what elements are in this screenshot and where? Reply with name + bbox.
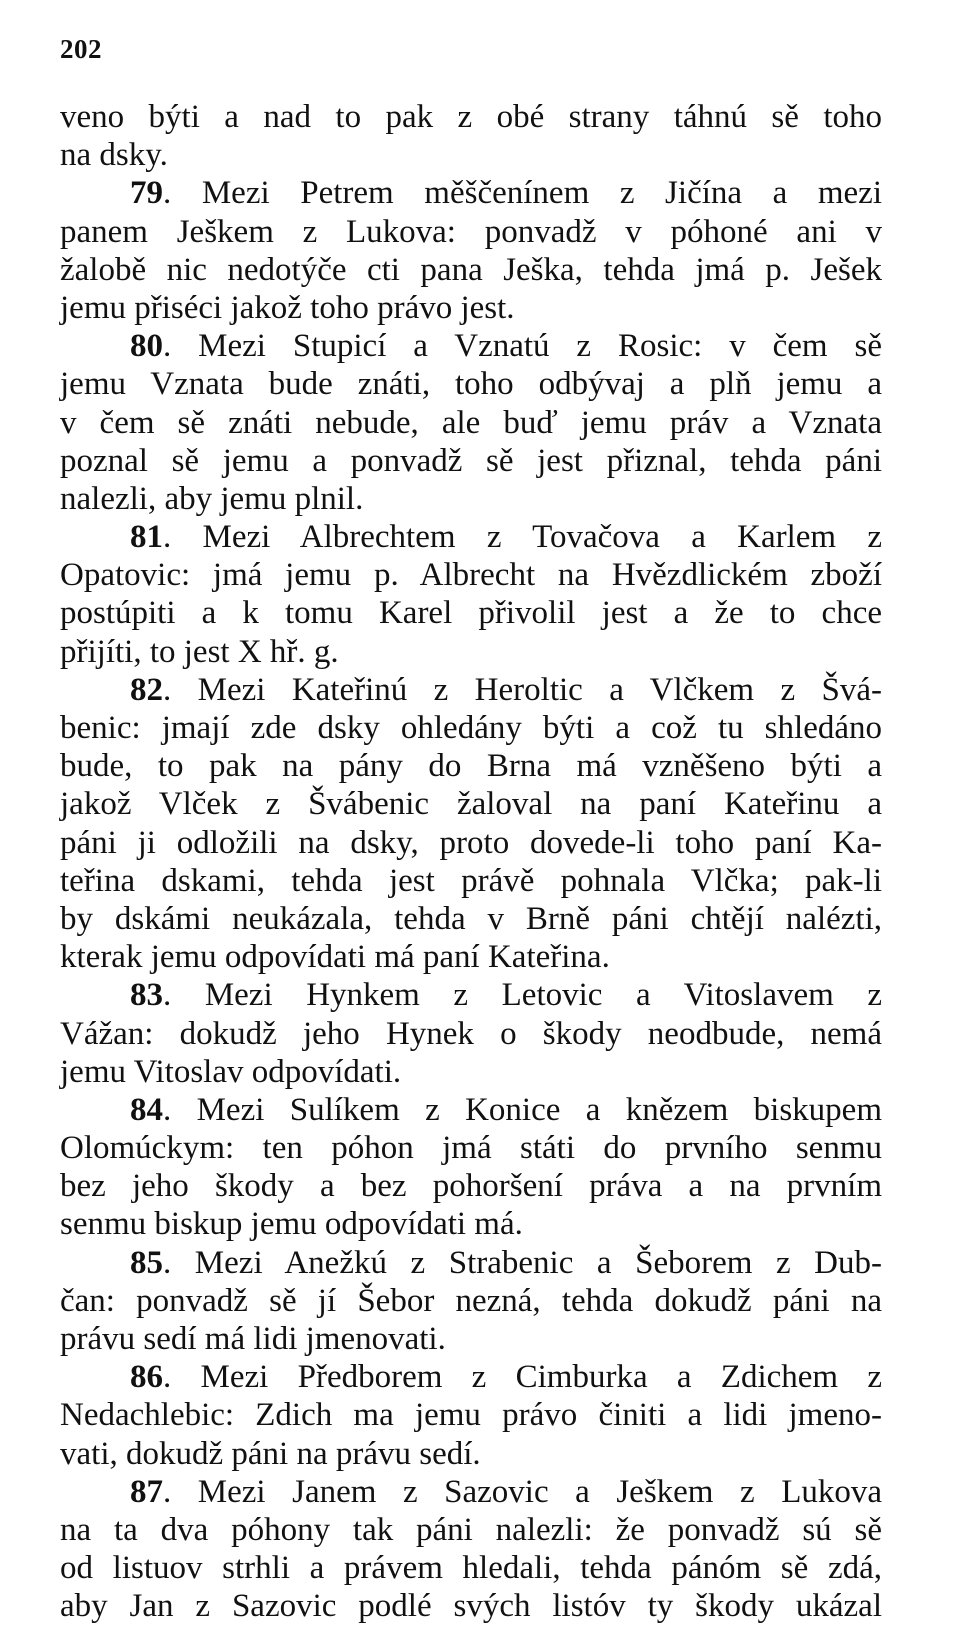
text-line xyxy=(60,1053,882,1091)
line-text: veno býti a nad to pak z obé strany táhnú sě toho xyxy=(60,99,882,135)
line-text: postúpiti a k tomu Karel přivolil jest a že to chce xyxy=(60,595,882,632)
text-line xyxy=(60,1396,882,1434)
text-line xyxy=(60,976,882,1014)
section-number: 87 xyxy=(130,1473,163,1510)
line-text: kterak jemu odpovídati má paní Kateřina. xyxy=(60,939,610,976)
line-text: Nedachlebic: Zdich ma jemu právo činiti a lidi jmeno- xyxy=(60,1397,882,1434)
line-text: žalobě nic nedotýče cti pana Ješka, tehda jmá p. Ješek xyxy=(60,251,882,288)
text-line xyxy=(60,1091,882,1129)
text-line xyxy=(60,404,882,442)
text-line xyxy=(60,98,882,136)
line-text: na dsky. xyxy=(60,137,168,174)
text-line xyxy=(60,1282,882,1320)
line-text: poznal sě jemu a ponvadž sě jest přiznal, tehda páni xyxy=(60,442,882,479)
line-text: jakož Vlček z Švábenic žaloval na paní Kateřinu a xyxy=(60,786,882,823)
line-text: . Mezi Sulíkem z Konice a knězem biskupem xyxy=(163,1091,882,1128)
text-line xyxy=(60,289,882,327)
text-line xyxy=(60,594,882,632)
line-text: jemu Vznata bude znáti, toho odbývaj a plň jemu a xyxy=(60,366,882,403)
line-text: jemu přiséci jakož toho právo jest. xyxy=(60,289,515,326)
line-text: panem Ješkem z Lukova: ponvadž v póhoné ani v xyxy=(60,213,882,250)
text-line xyxy=(60,1473,882,1511)
text-line xyxy=(60,1511,882,1549)
line-text: přijíti, to jest X hř. g. xyxy=(60,633,339,670)
body-text xyxy=(60,98,882,1626)
line-text: v čem sě znáti nebude, ale buď jemu práv a Vznata xyxy=(60,404,882,441)
line-text: Vážan: dokudž jeho Hynek o škody neodbude, nemá xyxy=(60,1015,882,1052)
text-line xyxy=(60,327,882,365)
text-line xyxy=(60,1205,882,1243)
text-line xyxy=(60,556,882,594)
text-line xyxy=(60,365,882,403)
text-line xyxy=(60,136,882,174)
section-number: 86 xyxy=(130,1359,163,1396)
section-number: 84 xyxy=(130,1091,163,1128)
text-line xyxy=(60,1129,882,1167)
text-line xyxy=(60,518,882,556)
line-text: benic: jmají zde dsky ohledány býti a což tu shledáno xyxy=(60,710,882,746)
line-text: . Mezi Kateřinú z Heroltic a Vlčkem z Švá- xyxy=(163,671,882,708)
line-text: . Mezi Hynkem z Letovic a Vitoslavem z xyxy=(163,977,882,1014)
text-line xyxy=(60,480,882,518)
text-line xyxy=(60,747,882,785)
line-text: teřina dskami, tehda jest právě pohnala Vlčka; pak-li xyxy=(60,862,882,899)
page-number: 202 xyxy=(60,34,102,64)
text-line xyxy=(60,1435,882,1473)
line-text: od listuov strhli a právem hledali, tehda pánóm sě zdá, xyxy=(60,1550,882,1587)
text-line xyxy=(60,862,882,900)
text-line xyxy=(60,213,882,251)
line-text: čan: ponvadž sě jí Šebor nezná, tehda dokudž páni na xyxy=(60,1282,882,1319)
line-text: . Mezi Předborem z Cimburka a Zdichem z xyxy=(163,1359,882,1396)
line-text: . Mezi Janem z Sazovic a Ješkem z Lukova xyxy=(163,1473,882,1510)
line-text: na ta dva póhony tak páni nalezli: že ponvadž sú sě xyxy=(60,1511,882,1548)
text-line xyxy=(60,1167,882,1205)
line-text: by dskámi neukázala, tehda v Brně páni chtějí nalézti, xyxy=(60,900,882,937)
line-text: senmu biskup jemu odpovídati má. xyxy=(60,1206,523,1243)
section-number: 81 xyxy=(130,519,163,556)
line-text: nalezli, aby jemu plnil. xyxy=(60,480,364,517)
line-text: jemu Vitoslav odpovídati. xyxy=(60,1053,402,1090)
text-line xyxy=(60,938,882,976)
text-line xyxy=(60,1358,882,1396)
text-line xyxy=(60,1587,882,1625)
line-text: Opatovic: jmá jemu p. Albrecht na Hvězdlickém zboží xyxy=(60,557,882,594)
line-text: vati, dokudž páni na právu sedí. xyxy=(60,1435,481,1472)
line-text: . Mezi Petrem měščenínem z Jičína a mezi xyxy=(163,175,882,212)
text-line xyxy=(60,174,882,212)
line-text: . Mezi Stupicí a Vznatú z Rosic: v čem sě xyxy=(163,328,882,365)
section-number: 83 xyxy=(130,977,163,1014)
text-line xyxy=(60,785,882,823)
line-text: páni ji odložili na dsky, proto dovede-li toho paní Ka- xyxy=(60,824,882,861)
text-line xyxy=(60,1549,882,1587)
line-text: . Mezi Anežkú z Strabenic a Šeborem z Dub- xyxy=(163,1244,882,1281)
line-text: aby Jan z Sazovic podlé svých listóv ty škody ukázal xyxy=(60,1588,882,1625)
text-line xyxy=(60,824,882,862)
text-line xyxy=(60,1320,882,1358)
section-number: 80 xyxy=(130,328,163,365)
text-line xyxy=(60,1244,882,1282)
text-line xyxy=(60,633,882,671)
text-line xyxy=(60,251,882,289)
text-line xyxy=(60,442,882,480)
section-number: 79 xyxy=(130,175,163,212)
line-text: bez jeho škody a bez pohoršení práva a na prvním xyxy=(60,1168,882,1205)
text-line xyxy=(60,900,882,938)
text-line xyxy=(60,1015,882,1053)
line-text: právu sedí má lidi jmenovati. xyxy=(60,1321,446,1357)
section-number: 82 xyxy=(130,671,163,708)
section-number: 85 xyxy=(130,1244,163,1281)
text-line xyxy=(60,671,882,709)
line-text: bude, to pak na pány do Brna má vzněšeno býti a xyxy=(60,748,882,785)
line-text: . Mezi Albrechtem z Tovačova a Karlem z xyxy=(163,519,882,556)
line-text: Olomúckym: ten póhon jmá státi do prvního senmu xyxy=(60,1130,882,1167)
text-line xyxy=(60,709,882,747)
